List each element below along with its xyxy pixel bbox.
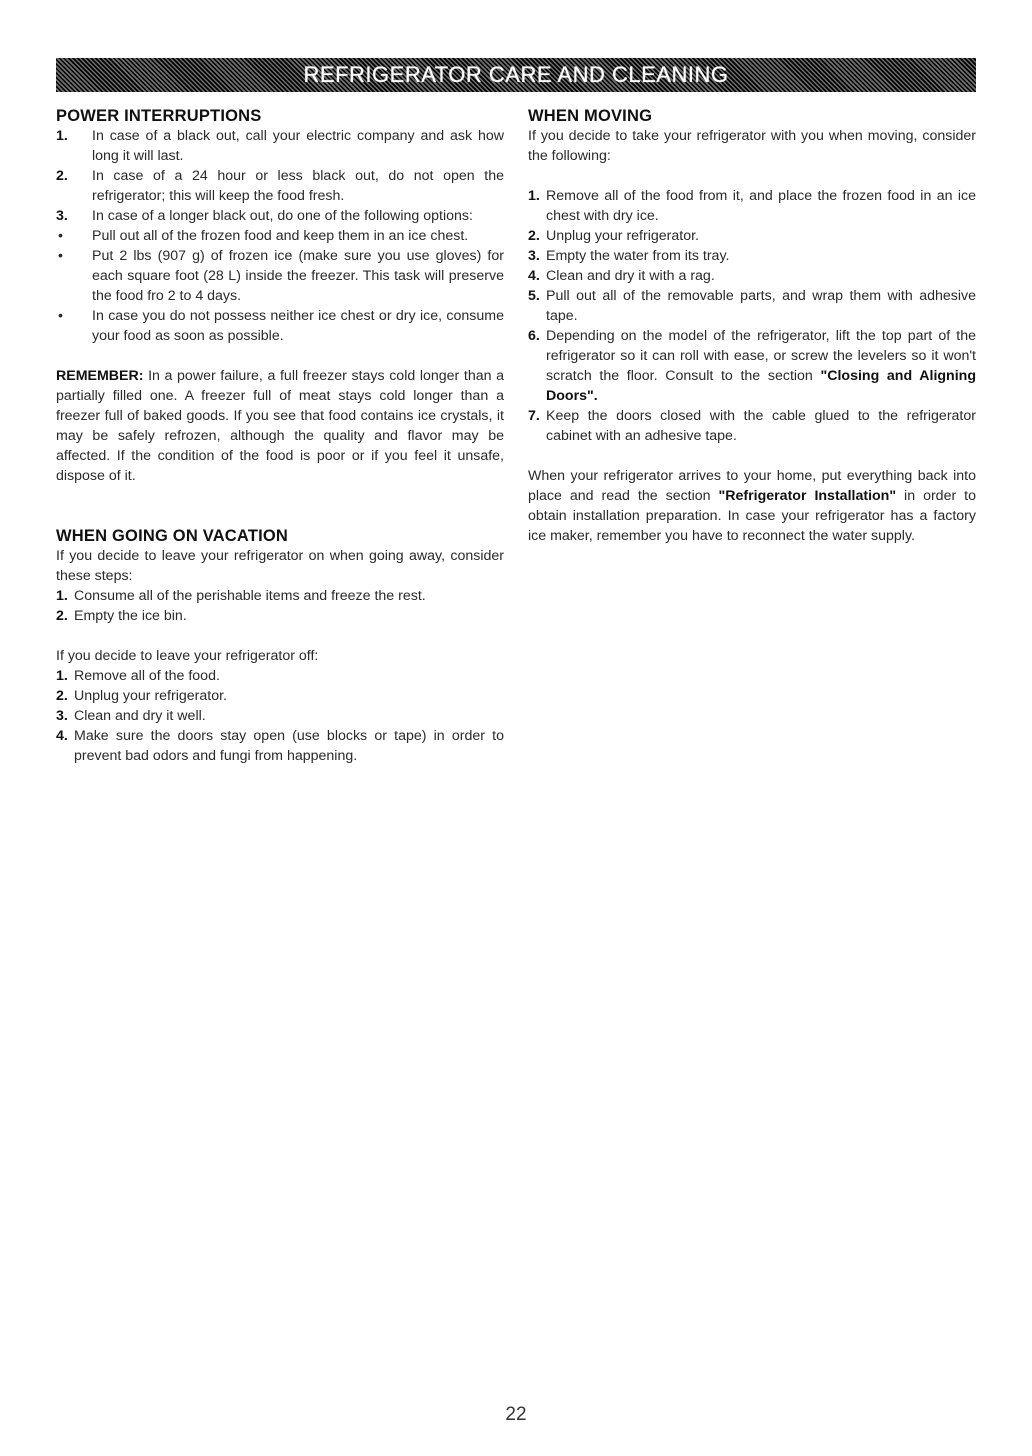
- moving-step-3: [528, 246, 976, 266]
- moving-step-2: [528, 226, 976, 246]
- step-number: 4.: [528, 268, 540, 284]
- moving-closing-paragraph: [528, 466, 976, 546]
- closing-aligning-doors-ref: "Closing and Aligning Doors".: [546, 368, 976, 404]
- refrigerator-installation-ref: "Refrigerator Installation": [718, 488, 897, 504]
- step-text: Clean and dry it with a rag.: [546, 268, 715, 284]
- banner-title: REFRIGERATOR CARE AND CLEANING: [303, 62, 729, 87]
- bullet-text: In case you do not possess neither ice chest or dry ice, consume your food as soon as possible.: [92, 308, 504, 344]
- item-number: 2.: [56, 168, 68, 184]
- item-text: In case of a 24 hour or less black out, do not open the refrigerator; this will keep the food fresh.: [92, 168, 504, 204]
- power-item-2: [56, 166, 504, 206]
- closing-text-pre: When your refrigerator arrives to your home, put everything back into place and read the section: [528, 468, 976, 504]
- moving-step-6: [528, 326, 976, 406]
- step-text: [546, 326, 976, 406]
- vacation-on-step-2: [56, 606, 504, 626]
- page-number: 22: [505, 1404, 527, 1425]
- step-text: Empty the ice bin.: [74, 608, 187, 624]
- step-number: 5.: [528, 288, 540, 304]
- right-column: [528, 106, 976, 546]
- power-interruptions-heading: POWER INTERRUPTIONS: [56, 107, 262, 125]
- moving-step-5: [528, 286, 976, 326]
- left-column: [56, 106, 504, 766]
- step-number: 2.: [528, 228, 540, 244]
- item-text: In case of a longer black out, do one of the following options:: [92, 208, 473, 224]
- when-moving-heading: WHEN MOVING: [528, 107, 653, 125]
- step-number: 1.: [56, 668, 68, 684]
- step-number: 1.: [528, 188, 540, 204]
- power-bullet-1: [56, 226, 504, 246]
- step-number: 2.: [56, 688, 68, 704]
- step-text: Unplug your refrigerator.: [74, 688, 227, 704]
- bullet-text: Put 2 lbs (907 g) of frozen ice (make sure you use gloves) for each square foot (28 L) inside the freezer. This task will preserve the food fro 2 to 4 days.: [92, 248, 504, 304]
- vacation-heading: WHEN GOING ON VACATION: [56, 527, 289, 545]
- item-number: 1.: [56, 128, 68, 144]
- vacation-on-step-1: [56, 586, 504, 606]
- step-text: Clean and dry it well.: [74, 708, 206, 724]
- step-text-plain: Depending on the model of the refrigerator, lift the top part of the refrigerator so it can roll with ease, or screw the levelers so it won't scratch the floor. Consult to the section: [546, 328, 976, 384]
- power-item-3: [56, 206, 504, 226]
- bullet-dot: •: [58, 228, 63, 244]
- step-text: Pull out all of the removable parts, and wrap them with adhesive tape.: [546, 288, 976, 324]
- bullet-dot: •: [58, 308, 63, 324]
- moving-intro: If you decide to take your refrigerator with you when moving, consider the following:: [528, 128, 976, 164]
- moving-step-1: [528, 186, 976, 226]
- step-number: 2.: [56, 608, 68, 624]
- step-text: Empty the water from its tray.: [546, 248, 730, 264]
- power-bullet-2: [56, 246, 504, 306]
- remember-text: In a power failure, a full freezer stays cold longer than a partially filled one. A freezer full of meat stays cold longer than a freezer full of baked goods. If you see that food contains ice crystals, it may be safely refrozen, although the quality and flavor may be affected. If the condition of the food is poor or if you feel it unsafe, dispose of it.: [56, 368, 504, 484]
- step-text: Consume all of the perishable items and freeze the rest.: [74, 588, 426, 604]
- step-number: 4.: [56, 728, 68, 744]
- vacation-off-intro: If you decide to leave your refrigerator off:: [56, 648, 319, 664]
- item-number: 3.: [56, 208, 68, 224]
- item-text: In case of a black out, call your electric company and ask how long it will last.: [92, 128, 504, 164]
- step-text: Unplug your refrigerator.: [546, 228, 699, 244]
- step-number: 3.: [528, 248, 540, 264]
- step-text: Remove all of the food from it, and place the frozen food in an ice chest with dry ice.: [546, 188, 976, 224]
- vacation-off-step-2: [56, 686, 504, 706]
- section-banner: [56, 58, 976, 92]
- step-number: 7.: [528, 408, 540, 424]
- power-item-1: [56, 126, 504, 166]
- bullet-text: Pull out all of the frozen food and keep them in an ice chest.: [92, 228, 469, 244]
- vacation-off-step-1: [56, 666, 504, 686]
- closing-text-post: in order to obtain installation preparation. In case your refrigerator has a factory ice maker, remember you have to reconnect the water supply.: [528, 488, 976, 544]
- moving-step-7: [528, 406, 976, 446]
- step-text: Remove all of the food.: [74, 668, 220, 684]
- vacation-off-step-3: [56, 706, 504, 726]
- step-text: Make sure the doors stay open (use blocks or tape) in order to prevent bad odors and fungi from happening.: [74, 728, 504, 764]
- step-number: 3.: [56, 708, 68, 724]
- remember-paragraph: [56, 366, 504, 486]
- vacation-intro: If you decide to leave your refrigerator on when going away, consider these steps:: [56, 548, 504, 584]
- step-number: 6.: [528, 328, 540, 344]
- step-text: Keep the doors closed with the cable glued to the refrigerator cabinet with an adhesive tape.: [546, 408, 976, 444]
- bullet-dot: •: [58, 248, 63, 264]
- step-number: 1.: [56, 588, 68, 604]
- power-bullet-3: [56, 306, 504, 346]
- vacation-off-step-4: [56, 726, 504, 766]
- remember-label: REMEMBER:: [56, 368, 144, 384]
- moving-step-4: [528, 266, 976, 286]
